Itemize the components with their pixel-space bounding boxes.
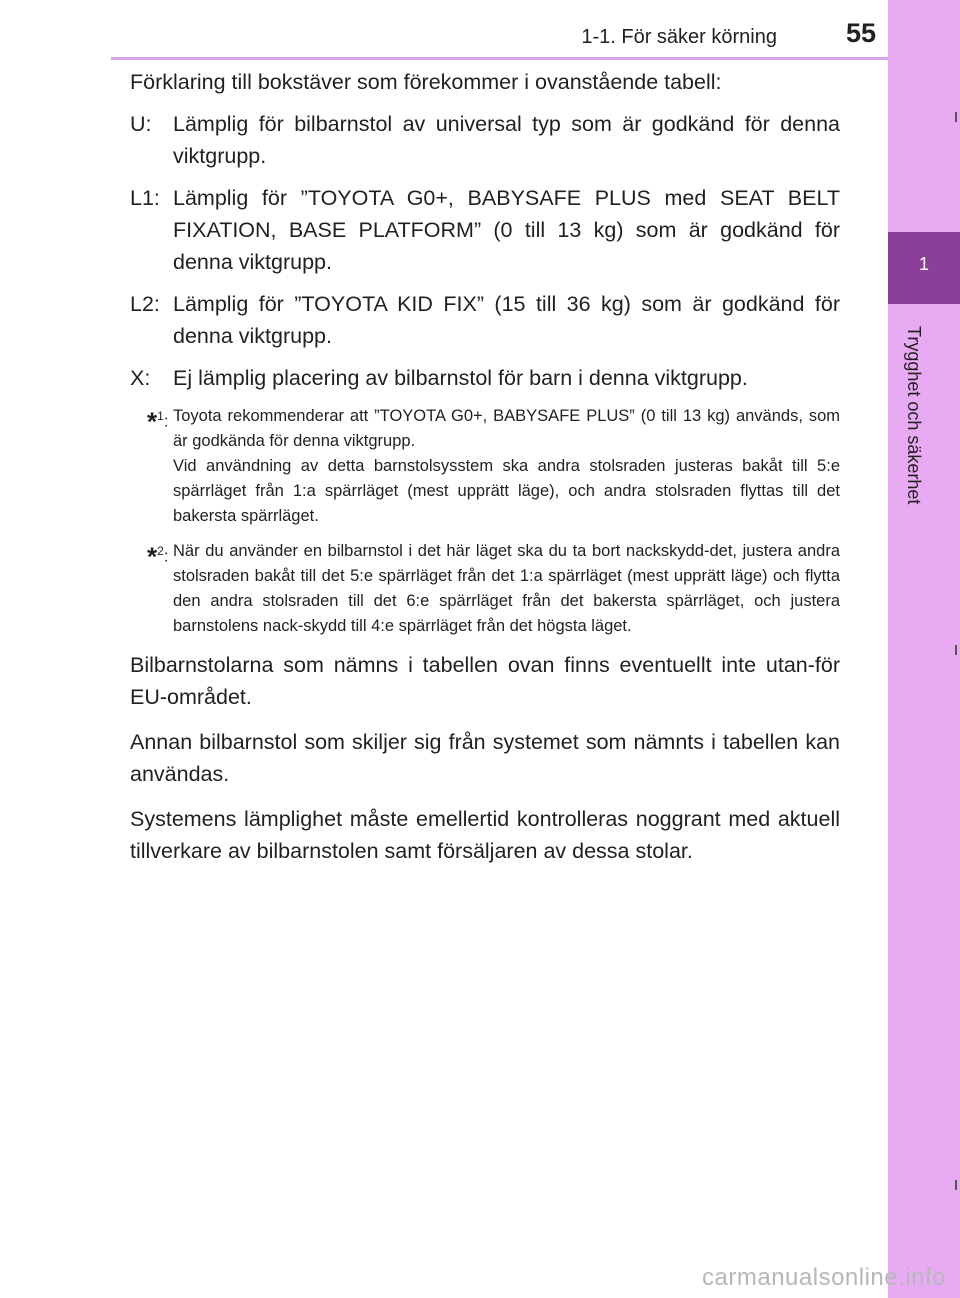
page-header — [0, 0, 888, 66]
definition-key: L1: — [130, 186, 160, 210]
definition-key: X: — [130, 366, 151, 390]
definition-key: L2: — [130, 292, 160, 316]
section-title: 1-1. För säker körning — [581, 26, 777, 48]
definition-key: U: — [130, 112, 152, 136]
chapter-title: Trygghet och säkerhet — [904, 326, 924, 505]
asterisk-marker: * — [147, 541, 158, 572]
definition-text: Lämplig för ”TOYOTA G0+, BABYSAFE PLUS med SEAT BELT FIXATION, BASE PLATFORM” (0 till 13 kg) som är godkänd för denna viktgrupp. — [173, 186, 840, 274]
body-paragraph: Annan bilbarnstol som skiljer sig från systemet som nämnts i tabellen kan användas. — [130, 730, 840, 786]
body-paragraph: Systemens lämplighet måste emellertid kontrolleras noggrant med aktuell tillverkare av bilbarnstolen samt försäljaren av dessa stolar. — [130, 807, 840, 863]
definition-item — [130, 288, 840, 352]
tab-tick-mark — [955, 1180, 957, 1190]
footnote-number: 2 — [157, 544, 164, 558]
footnote-line: Vid användning av detta barnstolsysstem ska andra stolsraden justeras bakåt till 5:e spärrläget från 1:a spärrläget (mest upprätt läge), och andra stolsraden flyttas till det bakersta spärrläget. — [173, 457, 840, 525]
tab-tick-mark — [955, 645, 957, 655]
footnote-marker: *$^1$: — [147, 406, 173, 437]
intro-text: Förklaring till bokstäver som förekommer i ovanstående tabell: — [130, 70, 722, 94]
watermark-text: carmanualsonline.info — [702, 1264, 946, 1291]
footnote — [130, 404, 840, 529]
chapter-number: 1 — [918, 254, 929, 274]
chapter-tab-strip — [888, 0, 960, 1298]
footnote-text — [173, 539, 840, 639]
definition-text: Ej lämplig placering av bilbarnstol för barn i denna viktgrupp. — [173, 366, 748, 390]
page-number: 55 — [845, 18, 876, 48]
body-paragraph: Bilbarnstolarna som nämns i tabellen ovan finns eventuellt inte utan-för EU-området. — [130, 653, 840, 709]
page-content — [130, 66, 840, 880]
definition-text: Lämplig för ”TOYOTA KID FIX” (15 till 36 kg) som är godkänd för denna viktgrupp. — [173, 292, 840, 348]
footnote-marker: *$^2$: — [147, 541, 173, 572]
footnote-text — [173, 404, 840, 529]
asterisk-marker: * — [147, 406, 158, 437]
tab-tick-mark — [955, 112, 957, 122]
definition-text: Lämplig för bilbarnstol av universal typ som är godkänd för denna viktgrupp. — [173, 112, 840, 168]
definition-item — [130, 108, 840, 172]
definition-item — [130, 182, 840, 278]
header-divider — [111, 57, 888, 60]
footnote-number: 1 — [157, 409, 164, 423]
definition-item — [130, 362, 840, 394]
footnote-line: När du använder en bilbarnstol i det här läget ska du ta bort nackskydd-det, justera andra stolsraden bakåt till det 5:e spärrläget från det 1:a spärrläget (mest upprätt läge) och flytta den andra stolsraden till det 6:e spärrläget från det bakersta spärrläget, och justera barnstolens nack-skydd till 4:e spärrläget från det högsta läget. — [173, 542, 840, 635]
footnote — [130, 539, 840, 639]
footnote-line: Toyota rekommenderar att ”TOYOTA G0+, BABYSAFE PLUS” (0 till 13 kg) används, som är godkända för denna viktgrupp. — [173, 407, 840, 450]
